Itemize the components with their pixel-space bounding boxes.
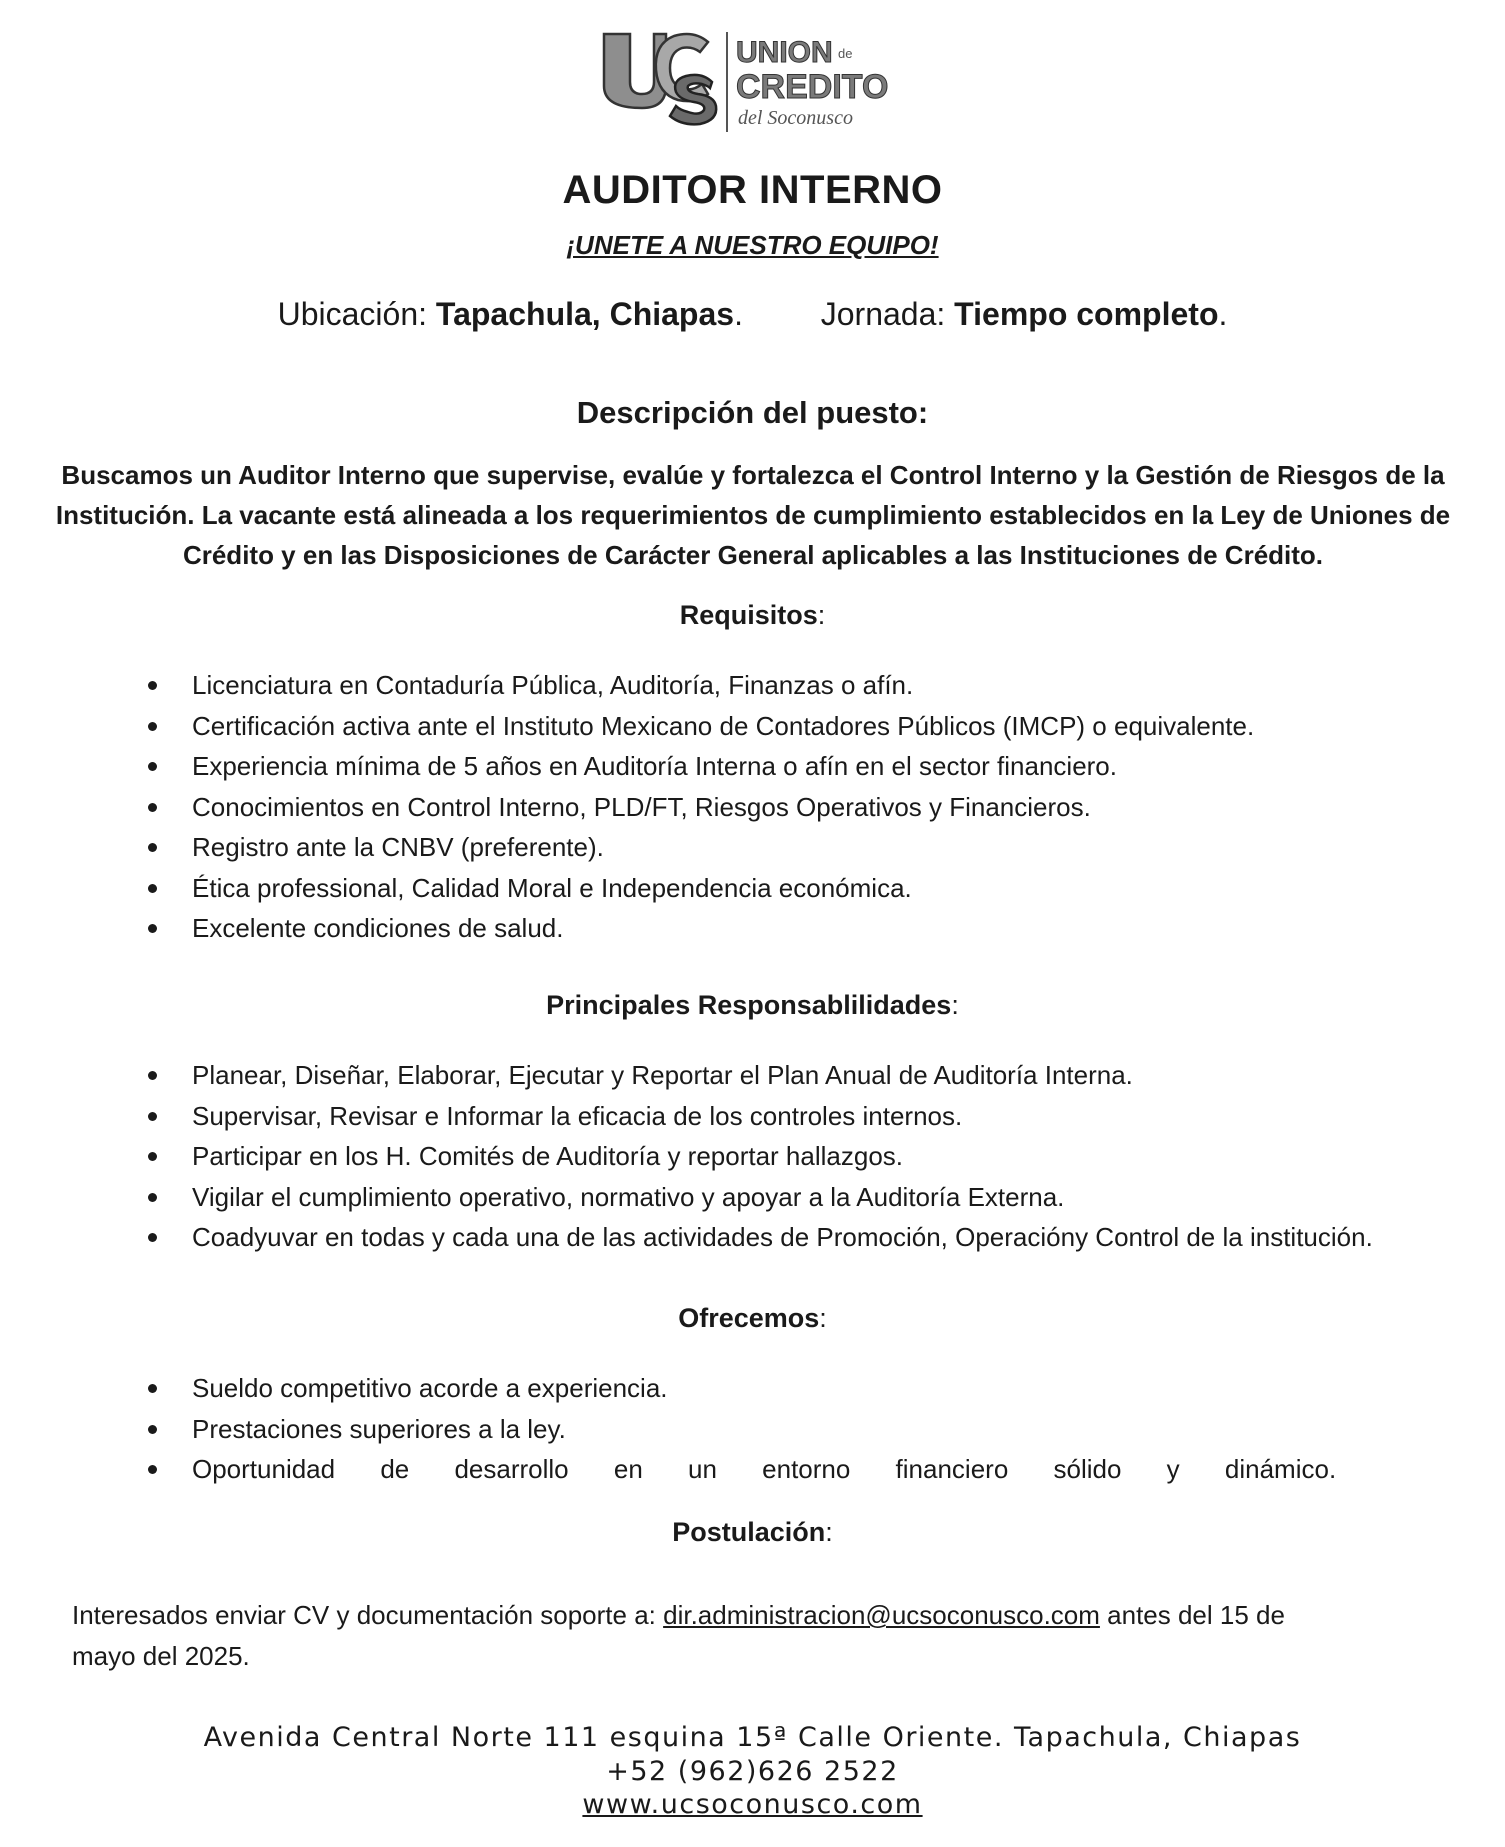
bullet-icon [148, 1193, 157, 1202]
responsibility-text: Planear, Diseñar, Elaborar, Ejecutar y Reportar el Plan Anual de Auditoría Interna. [192, 1060, 1133, 1090]
location-period: . [734, 296, 743, 332]
bullet-icon [148, 803, 157, 812]
description-heading: Descripción del puesto: [576, 395, 929, 430]
schedule-value: Tiempo completo [954, 296, 1219, 332]
requirement-text: Conocimientos en Control Interno, PLD/FT, Riesgos Operativos y Financieros. [192, 791, 1091, 822]
responsibility-text: Vigilar el cumplimiento operativo, normativo y apoyar a la Auditoría Externa. [192, 1181, 1065, 1212]
logo-soconusco-text: del Soconusco [738, 107, 853, 129]
requirement-text: Excelente condiciones de salud. [192, 913, 564, 943]
bullet-icon [148, 884, 157, 893]
bullet-icon [148, 1071, 157, 1080]
requirements-list [142, 665, 1342, 949]
schedule-period: . [1218, 296, 1228, 332]
logo-divider [726, 32, 728, 132]
logo-union-text: UNION [736, 36, 833, 69]
application-text-after: antes del 15 de mayo del 2025. [72, 1600, 1285, 1671]
requirement-text: Certificación activa ante el Instituto Mexicano de Contadores Públicos (IMCP) o equivalente. [192, 710, 1255, 741]
list-item [142, 1368, 1342, 1409]
application-text-before: Interesados enviar CV y documentación soporte a: [72, 1600, 664, 1630]
offer-text: Sueldo competitivo acorde a experiencia. [192, 1373, 668, 1403]
responsibilities-heading-colon: : [951, 990, 959, 1020]
location-label: Ubicación: [277, 296, 436, 332]
responsibility-text: Supervisar, Revisar e Informar la eficacia de los controles internos. [192, 1100, 963, 1131]
offer-text: Prestaciones superiores a la ley. [192, 1413, 566, 1444]
offer-heading-colon: : [819, 1303, 827, 1333]
responsibilities-list [142, 1055, 1373, 1258]
page-title: AUDITOR INTERNO [562, 168, 943, 212]
requirements-heading-label: Requisitos [679, 600, 818, 630]
requirement-text: Registro ante la CNBV (preferente). [192, 832, 604, 862]
application-heading-colon: : [825, 1517, 833, 1547]
bullet-icon [148, 722, 157, 731]
list-item [142, 908, 1342, 949]
list-item [142, 1409, 1342, 1450]
requirement-text: Licenciatura en Contaduría Pública, Auditoría, Finanzas o afín. [192, 670, 914, 700]
bullet-icon [148, 1425, 157, 1434]
footer-phone: +52 (962)626 2522 [606, 1756, 899, 1787]
list-item [142, 868, 1342, 909]
offer-text: Oportunidad de desarrollo en un entorno financiero sólido y dinámico. [192, 1454, 1337, 1484]
list-item [142, 1449, 1342, 1490]
bullet-icon [148, 762, 157, 771]
list-item [142, 1177, 1342, 1218]
bullet-icon [148, 1384, 157, 1393]
application-heading [0, 1517, 1505, 1548]
schedule-label: Jornada: [820, 296, 955, 332]
bullet-icon [148, 1112, 157, 1121]
offer-list [142, 1368, 1342, 1490]
logo-de-text: de [838, 46, 853, 61]
bullet-icon [148, 924, 157, 933]
bullet-icon [148, 1465, 157, 1474]
logo-credito-text: CREDITO [736, 68, 889, 106]
responsibilities-heading [0, 990, 1505, 1021]
location-value: Tapachula, Chiapas [435, 296, 735, 332]
responsibilities-heading-label: Principales Responsablilidades [546, 990, 952, 1020]
requirement-text: Experiencia mínima de 5 años en Auditoría Interna o afín en el sector financiero. [192, 751, 1117, 781]
list-item [142, 1136, 1342, 1177]
page-subtitle: ¡UNETE A NUESTRO EQUIPO! [566, 230, 939, 260]
responsibility-text: Participar en los H. Comités de Auditoría y reportar hallazgos. [192, 1141, 904, 1171]
list-item [142, 827, 1342, 868]
bullet-icon [148, 1233, 157, 1242]
bullet-icon [148, 1152, 157, 1161]
requirement-text: Ética professional, Calidad Moral e Independencia económica. [192, 872, 912, 903]
footer-address: Avenida Central Norte 111 esquina 15ª Calle Oriente. Tapachula, Chiapas [203, 1722, 1302, 1753]
list-item [142, 1055, 1342, 1096]
description-text: Buscamos un Auditor Interno que supervise, evalúe y fortalezca el Control Interno y la Gestión de Riesgos de la Institución. La vacante está alineada a los requerimientos de cumplimiento establecidos en la Ley de Uniones de Crédito y en las Disposiciones de Carácter General aplicables a las Instituciones de Crédito. [55, 460, 1451, 570]
application-text [72, 1595, 1352, 1677]
ucs-logo-graphic [598, 28, 908, 136]
responsibility-text: Coadyuvar en todas y cada una de las actividades de Promoción, Operacióny Control de la institución. [192, 1222, 1373, 1252]
list-item [142, 665, 1342, 706]
job-meta-row [0, 296, 1505, 333]
requirements-heading-colon: : [817, 600, 826, 630]
list-item [142, 787, 1342, 828]
company-logo [598, 28, 908, 136]
list-item [142, 706, 1342, 747]
application-heading-label: Postulación [672, 1517, 826, 1547]
list-item [142, 746, 1342, 787]
offer-heading-label: Ofrecemos [678, 1303, 820, 1333]
bullet-icon [148, 843, 157, 852]
application-email-link[interactable]: dir.administracion@ucsoconusco.com [663, 1600, 1100, 1630]
footer-website-link[interactable]: www.ucsoconusco.com [582, 1789, 923, 1820]
offer-heading [0, 1303, 1505, 1334]
list-item [142, 1217, 1373, 1258]
list-item [142, 1096, 1342, 1137]
bullet-icon [148, 681, 157, 690]
requirements-heading [0, 600, 1505, 631]
